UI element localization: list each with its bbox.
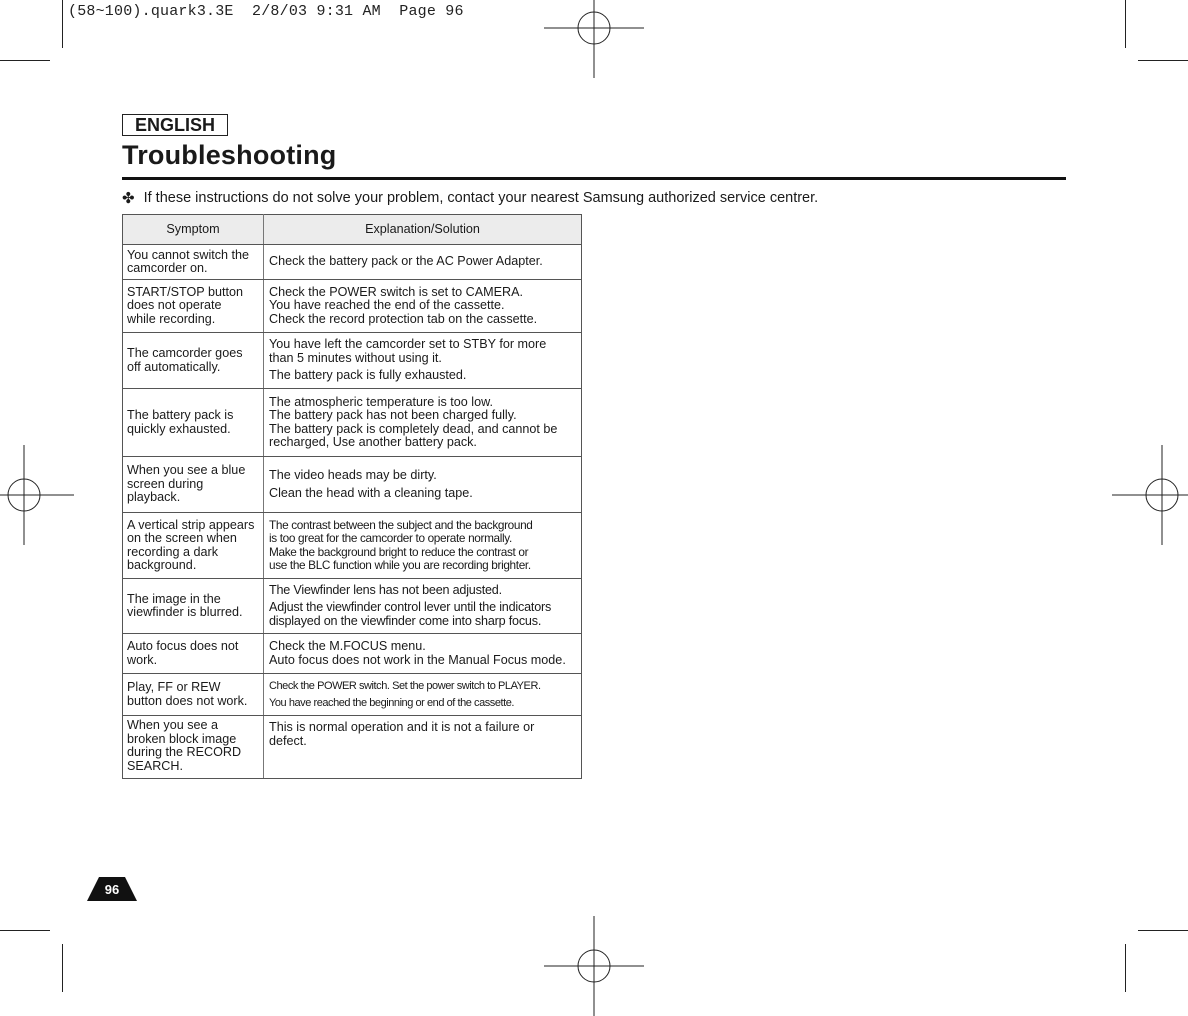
- crop-mark: [1138, 60, 1188, 61]
- column-header-symptom: Symptom: [123, 215, 264, 245]
- symptom-line: When you see a: [127, 718, 219, 732]
- symptom-line: When you see a blue: [127, 463, 246, 478]
- symptom-line: playback.: [127, 490, 181, 505]
- table-row: [123, 457, 582, 513]
- page-number-tab: [87, 877, 137, 901]
- print-slug: (58~100).quark3.3E 2/8/03 9:31 AM Page 96: [68, 3, 464, 20]
- crop-mark: [1138, 930, 1188, 931]
- solution-cell: [264, 333, 582, 389]
- symptom-line: SEARCH.: [127, 758, 183, 773]
- solution-cell: [264, 674, 582, 716]
- solution-cell: [264, 579, 582, 634]
- symptom-cell: [123, 333, 264, 389]
- solution-cell: [264, 280, 582, 333]
- solution-line: Clean the head with a cleaning tape.: [269, 485, 473, 500]
- table-row: [123, 716, 582, 779]
- table-header-row: [123, 215, 582, 245]
- symptom-line: viewfinder is blurred.: [127, 605, 243, 619]
- solution-line: The battery pack has not been charged fully.: [269, 408, 517, 422]
- table-row: [123, 280, 582, 333]
- table-row: [123, 674, 582, 716]
- column-header-solution: Explanation/Solution: [264, 215, 582, 245]
- symptom-cell: [123, 457, 264, 513]
- solution-line: displayed on the viewfinder come into sharp focus.: [269, 613, 542, 628]
- solution-line: You have reached the beginning or end of the cassette.: [269, 696, 514, 709]
- solution-line: than 5 minutes without using it.: [269, 350, 442, 365]
- registration-mark-icon: [1112, 445, 1188, 545]
- symptom-line: The battery pack is: [127, 408, 234, 422]
- solution-line: The contrast between the subject and the background: [269, 517, 533, 532]
- solution-line: Check the record protection tab on the cassette.: [269, 311, 538, 326]
- solution-line: You have reached the end of the cassette.: [269, 298, 505, 313]
- symptom-line: A vertical strip appears: [127, 517, 255, 532]
- symptom-line: work.: [127, 652, 158, 667]
- table-row: [123, 634, 582, 674]
- symptom-cell: [123, 245, 264, 280]
- language-label: ENGLISH: [122, 114, 228, 136]
- crop-mark: [0, 60, 50, 61]
- solution-line: Check the POWER switch is set to CAMERA.: [269, 284, 524, 299]
- page-number: 96: [104, 882, 120, 897]
- crop-mark: [1125, 944, 1126, 992]
- symptom-line: You cannot switch the: [127, 247, 250, 262]
- symptom-cell: [123, 389, 264, 457]
- service-note-text: If these instructions do not solve your problem, contact your nearest Samsung authorized service centrer.: [143, 190, 819, 206]
- symptom-line: background.: [127, 558, 197, 572]
- symptom-line: while recording.: [127, 311, 216, 326]
- solution-line: Adjust the viewfinder control lever until the indicators: [269, 600, 552, 615]
- solution-line: Auto focus does not work in the Manual Focus mode.: [269, 652, 566, 667]
- symptom-line: off automatically.: [127, 359, 221, 374]
- symptom-line: The camcorder goes: [127, 346, 243, 360]
- symptom-line: during the RECORD: [127, 745, 242, 759]
- registration-mark-icon: [544, 916, 644, 1016]
- table-row: [123, 245, 582, 280]
- symptom-line: button does not work.: [127, 693, 248, 708]
- solution-line: You have left the camcorder set to STBY for more: [269, 337, 547, 352]
- crop-mark: [0, 930, 50, 931]
- troubleshooting-table: [122, 214, 582, 779]
- crop-mark: [1125, 0, 1126, 48]
- title-divider: [122, 177, 1066, 180]
- symptom-line: camcorder on.: [127, 261, 208, 275]
- solution-line: Check the battery pack or the AC Power Adapter.: [269, 254, 543, 269]
- table-row: [123, 389, 582, 457]
- symptom-line: does not operate: [127, 298, 222, 313]
- solution-line: The battery pack is fully exhausted.: [269, 368, 467, 383]
- symptom-line: broken block image: [127, 731, 237, 746]
- table-row: [123, 333, 582, 389]
- symptom-line: Play, FF or REW: [127, 680, 221, 694]
- solution-line: Make the background bright to reduce the contrast or: [269, 544, 529, 559]
- registration-mark-icon: [0, 445, 74, 545]
- crop-mark: [62, 0, 63, 48]
- symptom-cell: [123, 280, 264, 333]
- solution-line: use the BLC function while you are recording brighter.: [269, 558, 531, 572]
- solution-line: recharged, Use another battery pack.: [269, 435, 477, 449]
- solution-line: The Viewfinder lens has not been adjusted.: [269, 582, 502, 597]
- solution-cell: [264, 716, 582, 779]
- symptom-line: screen during: [127, 476, 204, 491]
- solution-line: The battery pack is completely dead, and cannot be: [269, 421, 558, 436]
- symptom-line: Auto focus does not: [127, 639, 239, 653]
- table-row: [123, 579, 582, 634]
- solution-line: Check the M.FOCUS menu.: [269, 639, 426, 653]
- registration-mark-icon: [544, 0, 644, 78]
- table-row: [123, 513, 582, 579]
- solution-cell: [264, 513, 582, 579]
- symptom-line: on the screen when: [127, 531, 237, 545]
- symptom-cell: [123, 674, 264, 716]
- solution-cell: [264, 245, 582, 280]
- symptom-cell: [123, 579, 264, 634]
- symptom-cell: [123, 513, 264, 579]
- symptom-line: START/STOP button: [127, 284, 243, 299]
- solution-line: defect.: [269, 733, 307, 748]
- symptom-cell: [123, 716, 264, 779]
- symptom-cell: [123, 634, 264, 674]
- solution-cell: [264, 634, 582, 674]
- symptom-line: The image in the: [127, 591, 221, 606]
- crop-mark: [62, 944, 63, 992]
- solution-cell: [264, 457, 582, 513]
- solution-line: This is normal operation and it is not a failure or: [269, 720, 535, 734]
- solution-cell: [264, 389, 582, 457]
- page-title: Troubleshooting: [122, 140, 337, 170]
- cross-bullet-icon: ✤: [122, 190, 135, 207]
- symptom-line: recording a dark: [127, 544, 219, 559]
- service-note: [122, 189, 818, 207]
- solution-line: The video heads may be dirty.: [269, 468, 437, 482]
- solution-line: Check the POWER switch. Set the power switch to PLAYER.: [269, 679, 541, 692]
- solution-line: The atmospheric temperature is too low.: [269, 394, 493, 409]
- solution-line: is too great for the camcorder to operate normally.: [269, 531, 512, 545]
- symptom-line: quickly exhausted.: [127, 421, 231, 436]
